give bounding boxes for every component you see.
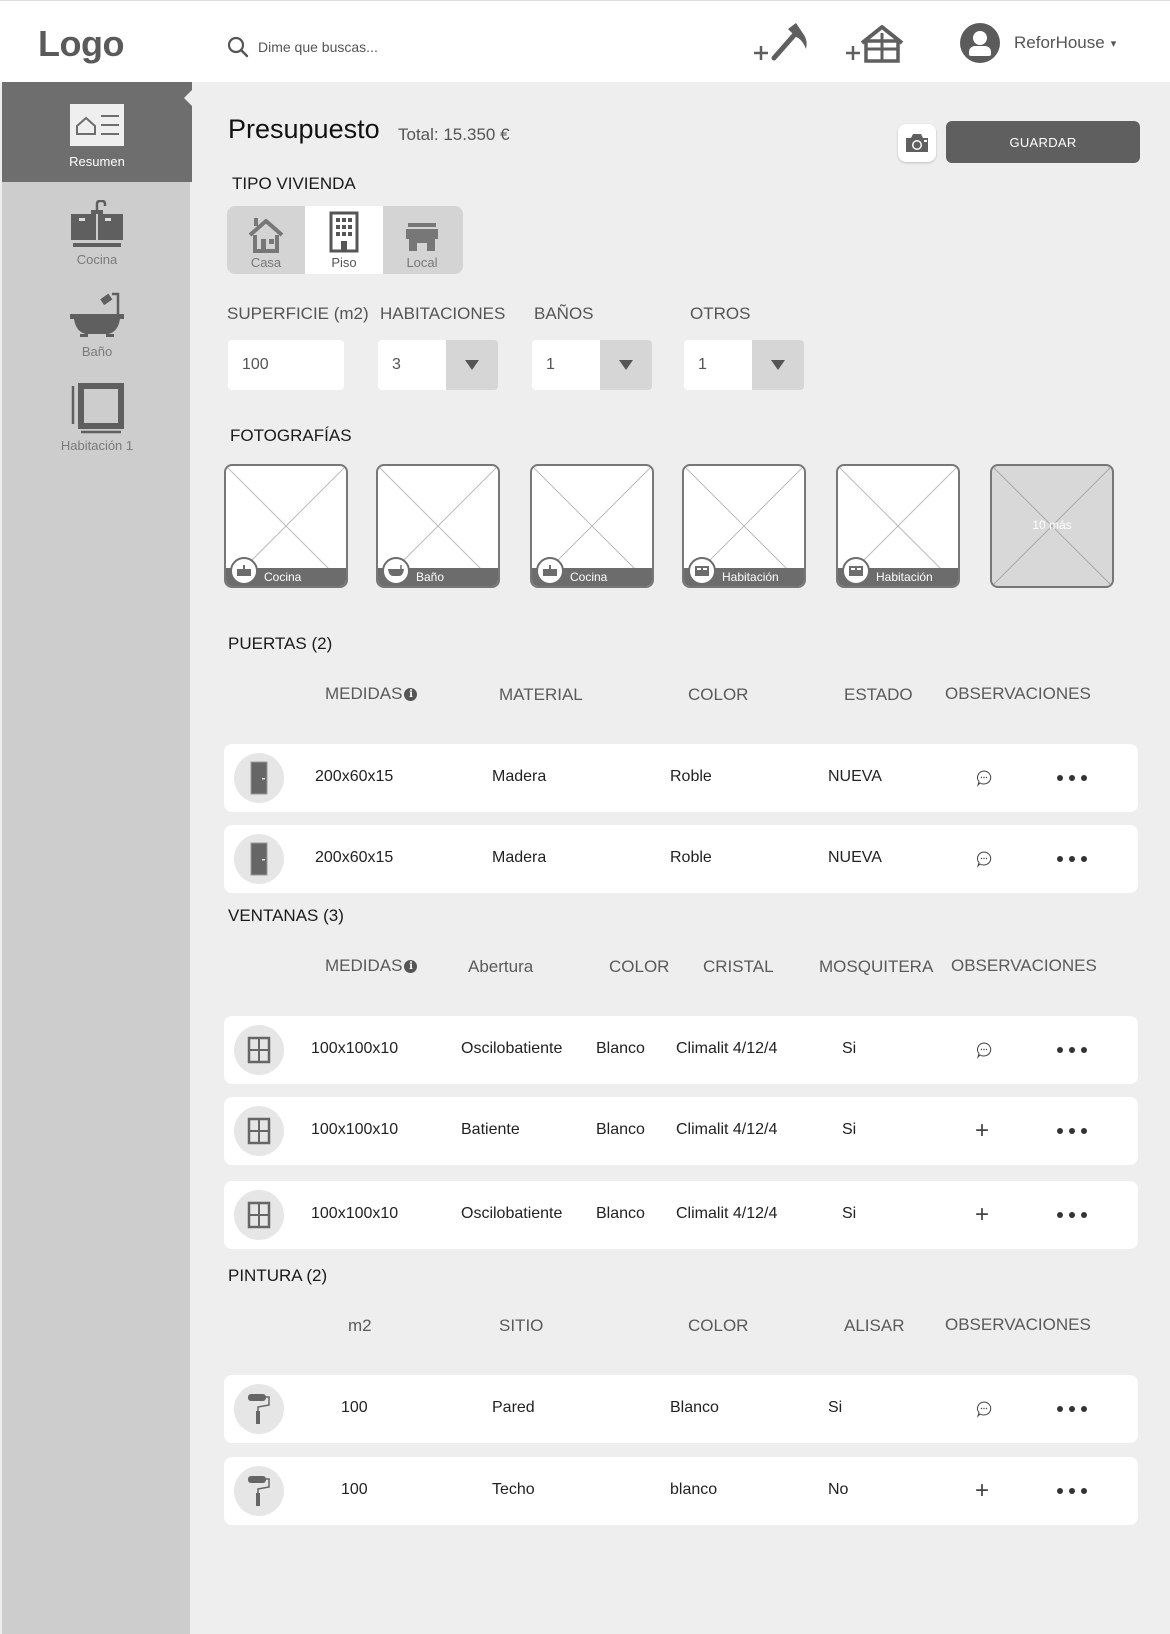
column-header: OBSERVACIONES (945, 1315, 1091, 1334)
house-icon (246, 217, 286, 253)
section-title-ventanas: VENTANAS (3) (228, 906, 344, 925)
room-icon (69, 382, 125, 436)
photo-thumbnail[interactable] (224, 464, 348, 588)
column-header: Abertura (468, 957, 534, 976)
cell-medidas: 200x60x15 (315, 849, 394, 866)
otros-select[interactable] (684, 340, 804, 390)
sidebar-item-label: Habitación 1 (60, 438, 134, 453)
label-habitaciones: HABITACIONES (380, 304, 506, 323)
photo-label: Cocina (570, 570, 608, 584)
bathtub-icon (382, 557, 410, 585)
housing-type-casa[interactable] (227, 206, 305, 274)
table-row[interactable] (224, 1181, 1138, 1249)
column-header: COLOR (609, 957, 670, 976)
cell-medidas: 100x100x10 (311, 1205, 399, 1222)
paint-roller-icon (234, 1466, 284, 1516)
cell-color: Roble (670, 849, 712, 866)
caret-down-icon: ▾ (1110, 37, 1117, 50)
main-content (190, 82, 1170, 1634)
camera-icon (904, 132, 930, 154)
housing-type-label: Casa (250, 255, 282, 270)
bed-icon (842, 557, 870, 585)
cell-medidas: 100x100x10 (311, 1121, 399, 1138)
cell-cristal: Climalit 4/12/4 (676, 1121, 778, 1138)
search-icon[interactable] (226, 35, 250, 59)
cell-cristal: Climalit 4/12/4 (676, 1205, 778, 1222)
cell-color: Blanco (596, 1205, 645, 1222)
comment-icon[interactable] (972, 1397, 996, 1421)
search-bar (226, 35, 558, 59)
table-row[interactable] (224, 1097, 1138, 1165)
column-header: ESTADO (844, 685, 913, 704)
housing-type-label: Local (406, 255, 438, 270)
cell-alisar: No (828, 1481, 849, 1498)
sidebar (0, 82, 190, 1634)
search-input[interactable] (258, 39, 558, 55)
cell-mosquitera: Si (842, 1121, 857, 1138)
cell-material: Madera (492, 849, 547, 866)
dropdown-arrow-icon (446, 340, 498, 390)
superficie-input[interactable]: 100 (228, 340, 344, 390)
cell-sitio: Techo (492, 1481, 535, 1498)
column-header: MEDIDAS i (325, 956, 417, 976)
more-options-icon[interactable] (1057, 1479, 1087, 1503)
photo-thumbnail[interactable] (376, 464, 500, 588)
sidebar-item-label: Cocina (76, 252, 118, 267)
section-title-pintura: PINTURA (2) (228, 1266, 328, 1285)
summary-icon (70, 104, 124, 146)
table-row[interactable] (224, 1457, 1138, 1525)
add-observation-icon[interactable]: + (974, 1117, 989, 1144)
cell-color: Blanco (670, 1399, 719, 1416)
cell-material: Madera (492, 768, 547, 785)
label-otros: OTROS (690, 304, 751, 323)
column-header: MOSQUITERA (819, 957, 934, 976)
camera-button[interactable] (898, 124, 936, 162)
door-icon (234, 834, 284, 884)
info-icon[interactable]: i (404, 688, 417, 701)
cell-abertura: Oscilobatiente (461, 1205, 563, 1222)
sidebar-item-cocina[interactable] (2, 200, 192, 267)
section-title-puertas: PUERTAS (2) (228, 634, 333, 653)
cell-sitio: Pared (492, 1399, 535, 1416)
label-banos: BAÑOS (534, 304, 594, 323)
otros-value: 1 (684, 340, 752, 390)
more-options-icon[interactable] (1057, 847, 1087, 871)
more-options-icon[interactable] (1057, 1119, 1087, 1143)
building-icon (329, 211, 359, 253)
add-reform-button[interactable] (752, 21, 818, 69)
column-header: CRISTAL (703, 957, 774, 976)
cell-estado: NUEVA (828, 849, 882, 866)
kitchen-sink-icon (536, 557, 564, 585)
banos-select[interactable] (532, 340, 652, 390)
photo-label: Baño (416, 570, 445, 584)
paint-roller-icon (234, 1384, 284, 1434)
add-property-button[interactable] (844, 21, 910, 69)
photo-label: Cocina (264, 570, 302, 584)
cell-abertura: Batiente (461, 1121, 520, 1138)
habitaciones-value: 3 (378, 340, 446, 390)
section-label-fotografias: FOTOGRAFÍAS (230, 426, 352, 445)
label-superficie: SUPERFICIE (m2) (227, 304, 369, 323)
user-menu[interactable] (960, 23, 1116, 63)
kitchen-sink-icon (230, 557, 258, 585)
photo-thumbnail[interactable] (836, 464, 960, 588)
bed-icon (688, 557, 716, 585)
cell-color: Blanco (596, 1121, 645, 1138)
cell-color: Roble (670, 768, 712, 785)
cell-mosquitera: Si (842, 1040, 857, 1057)
more-options-icon[interactable] (1057, 766, 1087, 790)
more-options-icon[interactable] (1057, 1038, 1087, 1062)
window-icon (234, 1190, 284, 1240)
table-row[interactable] (224, 744, 1138, 812)
shop-icon (405, 221, 439, 253)
photo-label: Habitación (876, 570, 933, 584)
table-row[interactable] (224, 825, 1138, 893)
more-options-icon[interactable] (1057, 1397, 1087, 1421)
column-header: COLOR (688, 1316, 749, 1335)
cell-m2: 100 (341, 1481, 368, 1498)
photo-label: Habitación (722, 570, 779, 584)
dropdown-arrow-icon (600, 340, 652, 390)
cell-alisar: Si (828, 1399, 843, 1416)
column-header: ALISAR (844, 1316, 905, 1335)
housing-type-piso[interactable] (305, 206, 383, 274)
more-options-icon[interactable] (1057, 1203, 1087, 1227)
add-hammer-icon (752, 21, 818, 69)
column-header: COLOR (688, 685, 749, 704)
window-icon (234, 1106, 284, 1156)
column-header: m2 (348, 1316, 372, 1335)
cell-color: blanco (670, 1481, 718, 1498)
housing-type-label: Piso (331, 255, 357, 270)
add-observation-icon[interactable]: + (974, 1201, 989, 1228)
save-button[interactable]: GUARDAR (946, 121, 1140, 163)
photo-thumbnail[interactable] (530, 464, 654, 588)
logo[interactable]: Logo (38, 23, 124, 64)
cell-cristal: Climalit 4/12/4 (676, 1040, 778, 1057)
sidebar-item-label: Baño (81, 344, 113, 359)
cell-estado: NUEVA (828, 768, 882, 785)
cell-mosquitera: Si (842, 1205, 857, 1222)
table-row[interactable] (224, 1016, 1138, 1084)
photo-thumbnail[interactable] (682, 464, 806, 588)
budget-total: Total: 15.350 € (398, 125, 510, 144)
banos-value: 1 (532, 340, 600, 390)
housing-type-selector (227, 206, 463, 274)
column-header: OBSERVACIONES (951, 956, 1097, 975)
more-photos-button[interactable] (990, 464, 1114, 588)
column-header: MATERIAL (499, 685, 583, 704)
housing-type-local[interactable] (383, 206, 461, 274)
cell-color: Blanco (596, 1040, 645, 1057)
top-header (0, 0, 1170, 82)
kitchen-sink-icon (69, 200, 125, 250)
comment-icon[interactable] (972, 847, 996, 871)
cell-m2: 100 (341, 1399, 368, 1416)
sidebar-item-label: Resumen (69, 154, 125, 169)
user-name: ReforHouse (1014, 33, 1105, 52)
add-house-icon (844, 21, 910, 69)
column-header: SITIO (499, 1316, 544, 1335)
cell-medidas: 100x100x10 (311, 1040, 399, 1057)
habitaciones-select[interactable] (378, 340, 498, 390)
section-label-tipo-vivienda: TIPO VIVIENDA (232, 174, 356, 193)
table-row[interactable] (224, 1375, 1138, 1443)
avatar (960, 23, 1000, 63)
page-title: Presupuesto (228, 114, 380, 144)
column-header: OBSERVACIONES (945, 684, 1091, 703)
comment-icon[interactable] (972, 766, 996, 790)
window-icon (234, 1025, 284, 1075)
cell-abertura: Oscilobatiente (461, 1040, 563, 1057)
dropdown-arrow-icon (752, 340, 804, 390)
info-icon[interactable]: i (404, 960, 417, 973)
sidebar-item-habitacion-1[interactable] (2, 382, 192, 453)
cell-medidas: 200x60x15 (315, 768, 394, 785)
sidebar-item-resumen[interactable] (2, 82, 192, 182)
add-observation-icon[interactable]: + (974, 1477, 989, 1504)
column-header: MEDIDAS i (325, 684, 417, 704)
more-photos-label: 10 más (1032, 518, 1072, 532)
sidebar-item-bano[interactable] (2, 292, 192, 359)
comment-icon[interactable] (972, 1038, 996, 1062)
door-icon (234, 753, 284, 803)
bathtub-icon (68, 292, 126, 342)
